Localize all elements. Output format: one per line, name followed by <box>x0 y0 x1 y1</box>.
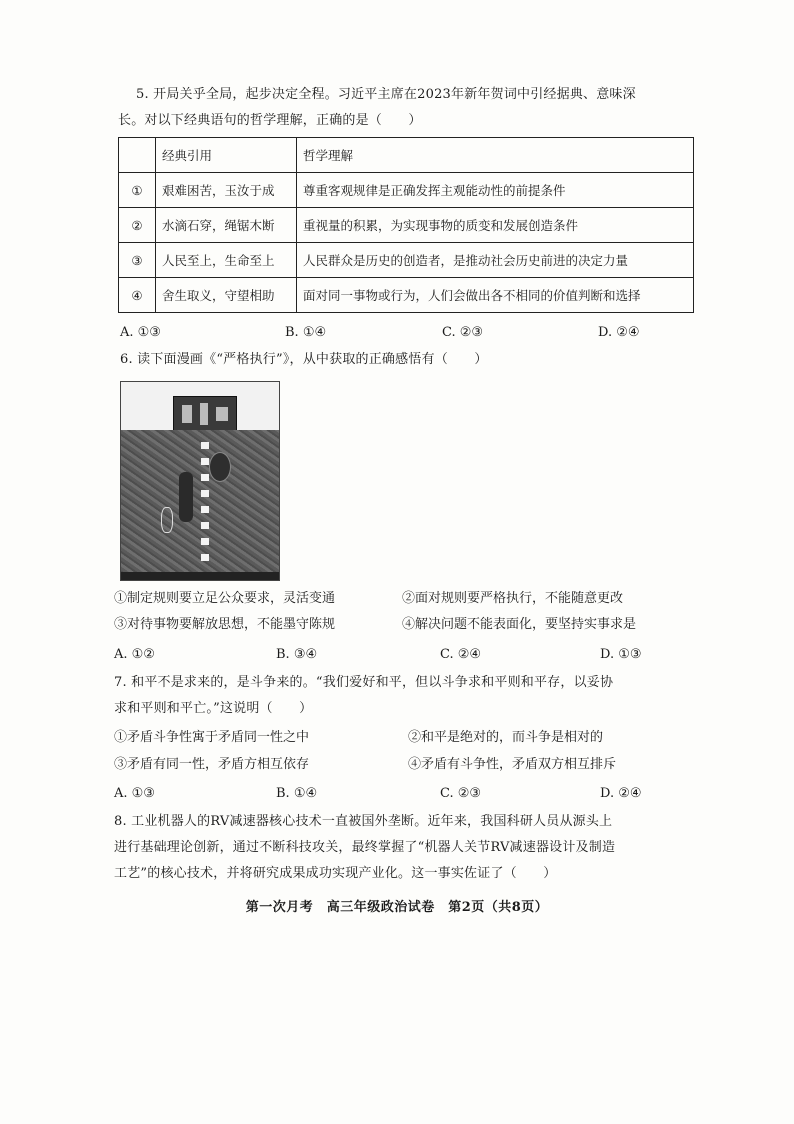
comic-figure <box>161 507 173 533</box>
q7-option-a[interactable]: A. ①③ <box>114 786 155 801</box>
table-header-cell: 经典引用 <box>156 138 297 173</box>
q6-option-c[interactable]: C. ②④ <box>440 647 482 662</box>
table-cell: 人民群众是历史的创造者，是推动社会历史前进的决定力量 <box>297 243 694 278</box>
table-row <box>119 243 694 278</box>
q6-option-b[interactable]: B. ③④ <box>276 647 318 662</box>
q6-option-a[interactable]: A. ①② <box>114 647 155 662</box>
q7-option-d[interactable]: D. ②④ <box>600 786 642 801</box>
q6-statements <box>114 590 674 634</box>
q5-option-a[interactable]: A. ①③ <box>120 325 161 340</box>
road-dash <box>201 554 209 561</box>
table-row <box>119 208 694 243</box>
table-cell: ② <box>119 208 156 243</box>
q7-stem-line2: 求和平则和平亡。”这说明（ ） <box>114 701 313 716</box>
table-cell: 面对同一事物或行为，人们会做出各不相同的价值判断和选择 <box>297 278 694 313</box>
road-dash <box>201 490 209 497</box>
q5-options <box>120 324 700 342</box>
comic-ground <box>121 430 279 580</box>
q6-options <box>114 646 674 664</box>
page-footer: 第一次月考 高三年级政治试卷 第2页（共8页） <box>245 900 549 915</box>
q6-statement-3: ③对待事物要解放思想，不能墨守陈规 <box>114 617 336 632</box>
q5-option-c[interactable]: C. ②③ <box>442 325 484 340</box>
q5-option-d[interactable]: D. ②④ <box>598 325 640 340</box>
q6-stem: 6. 读下面漫画《“严格执行”》，从中获取的正确感悟有（ ） <box>120 352 488 367</box>
q6-statement-4: ④解决问题不能表面化，要坚持实事求是 <box>402 617 637 632</box>
road-dash <box>201 522 209 529</box>
road-dash <box>201 442 209 449</box>
table-cell: ③ <box>119 243 156 278</box>
table-header-cell: 哲学理解 <box>297 138 694 173</box>
table-cell: 重视量的积累，为实现事物的质变和发展创造条件 <box>297 208 694 243</box>
table-cell: 舍生取义，守望相助 <box>156 278 297 313</box>
table-cell: 尊重客观规律是正确发挥主观能动性的前提条件 <box>297 173 694 208</box>
table-row <box>119 278 694 313</box>
table-cell: ① <box>119 173 156 208</box>
table-cell: 艰难困苦，玉汝于成 <box>156 173 297 208</box>
q5-stem-line1: 5. 开局关乎全局，起步决定全程。习近平主席在2023年新年贺词中引经据典、意味深 <box>136 87 636 102</box>
q7-statement-1: ①矛盾斗争性寓于矛盾同一性之中 <box>114 730 310 745</box>
road-dash <box>201 458 209 465</box>
road-dash <box>201 538 209 545</box>
table-cell: 水滴石穿，绳锯木断 <box>156 208 297 243</box>
q7-options <box>114 785 674 803</box>
table-header-cell <box>119 138 156 173</box>
q8-stem-line3: 工艺”的核心技术，并将研究成果成功实现产业化。这一事实佐证了（ ） <box>114 866 557 881</box>
q7-statement-3: ③矛盾有同一性，矛盾方相互依存 <box>114 757 310 772</box>
table-row <box>119 173 694 208</box>
table-header-row <box>119 138 694 173</box>
q5-option-b[interactable]: B. ①④ <box>285 325 327 340</box>
road-dash <box>201 506 209 513</box>
q7-statement-4: ④矛盾有斗争性，矛盾双方相互排斥 <box>408 757 617 772</box>
comic-image <box>120 381 280 581</box>
q7-stem-line1: 7. 和平不是求来的，是斗争来的。“我们爱好和平，但以斗争求和平则和平存，以妥协 <box>114 675 614 690</box>
q7-statement-2: ②和平是绝对的，而斗争是相对的 <box>408 730 604 745</box>
q7-statements <box>114 729 674 773</box>
q6-option-d[interactable]: D. ①③ <box>600 647 642 662</box>
comic-figure <box>179 472 193 522</box>
q6-statement-2: ②面对规则要严格执行，不能随意更改 <box>402 591 624 606</box>
q8-stem-line1: 8. 工业机器人的RV减速器核心技术一直被国外垄断。近年来，我国科研人员从源头上 <box>114 814 613 829</box>
comic-base <box>121 572 279 580</box>
table-cell: ④ <box>119 278 156 313</box>
table-cell: 人民至上，生命至上 <box>156 243 297 278</box>
comic-sign <box>173 396 237 434</box>
q5-stem-line2: 长。对以下经典语句的哲学理解，正确的是（ ） <box>118 113 422 128</box>
road-dash <box>201 474 209 481</box>
q8-stem-line2: 进行基础理论创新，通过不断科技攻关，最终掌握了“机器人关节RV减速器设计及制造 <box>114 840 616 855</box>
q6-statement-1: ①制定规则要立足公众要求，灵活变通 <box>114 591 336 606</box>
q5-table <box>118 137 694 313</box>
comic-figure <box>209 452 231 482</box>
q7-option-c[interactable]: C. ②③ <box>440 786 482 801</box>
q7-option-b[interactable]: B. ①④ <box>276 786 318 801</box>
